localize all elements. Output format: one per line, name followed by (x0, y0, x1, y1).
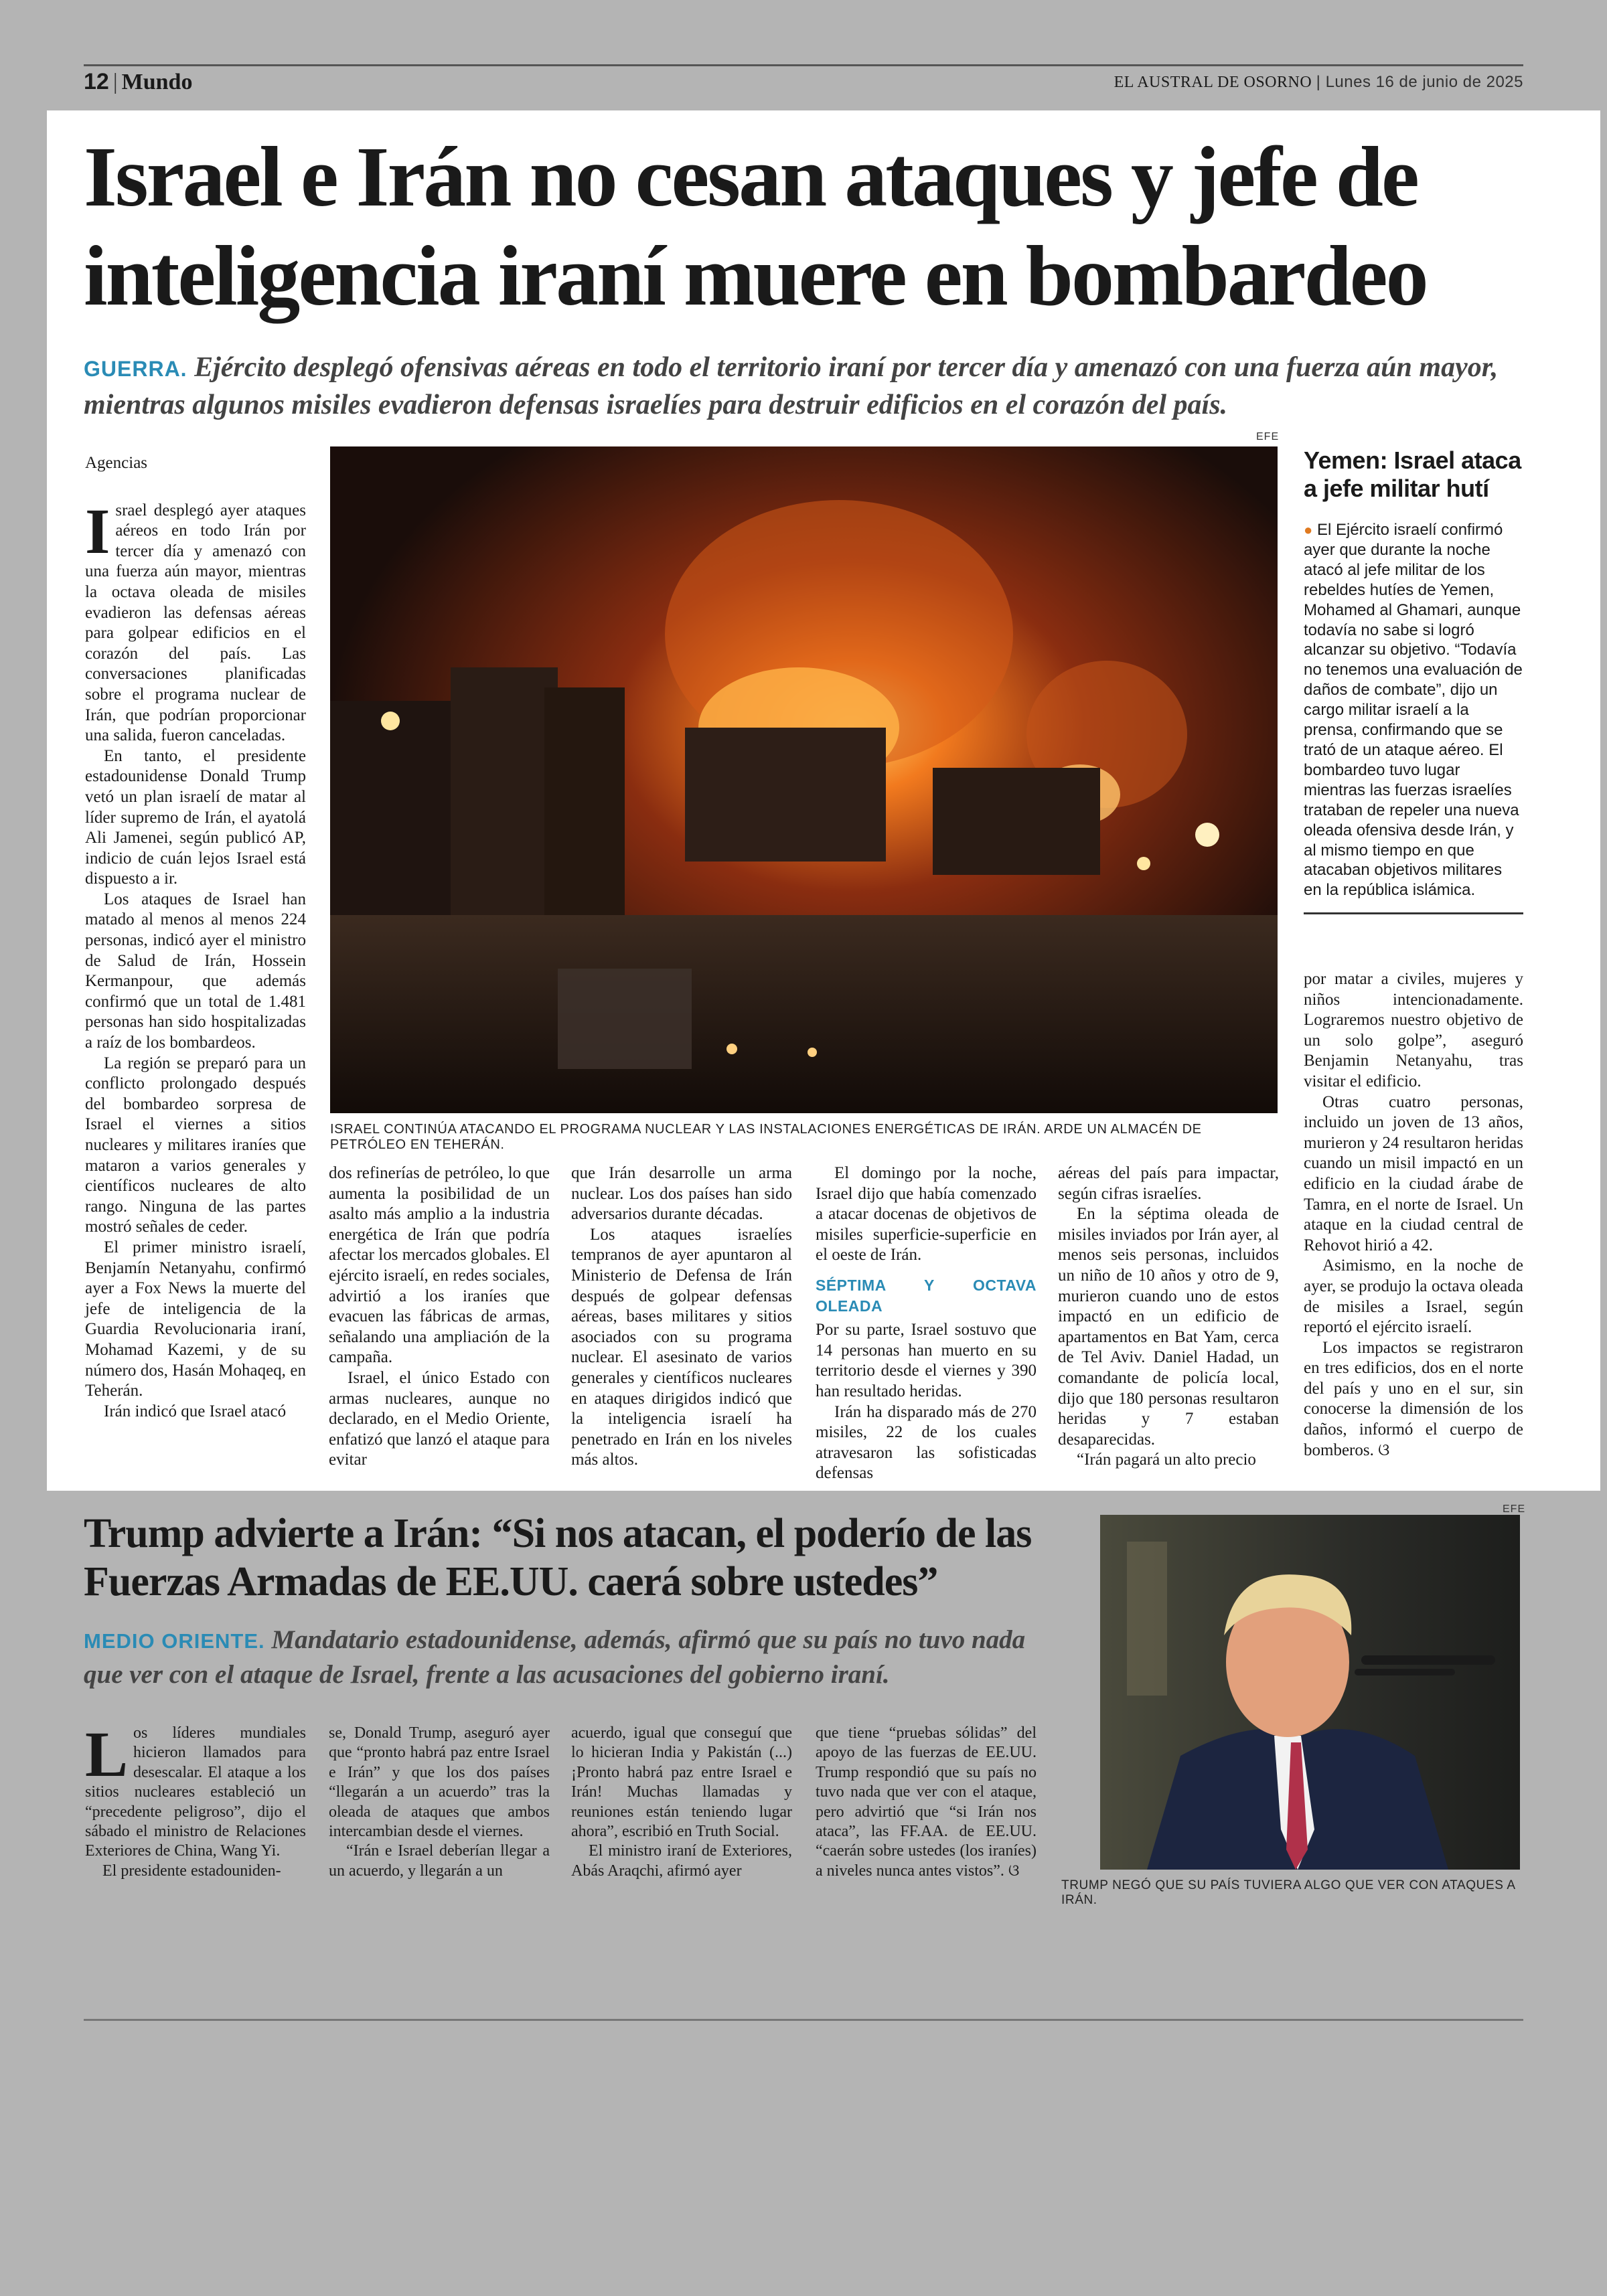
second-column-1 (85, 1718, 306, 1881)
article-column-2 (329, 1163, 550, 1471)
second-column-4 (816, 1724, 1037, 1881)
bottom-rule (84, 2019, 1523, 2021)
second-deck (84, 1623, 1061, 1692)
paragraph: por matar a civiles, mujeres y niños intencionadamente. Lograremos nuestro objetivo de un solo golpe”, aseguró Benjamin Netanyahu, tras visitar el edificio. (1304, 970, 1523, 1090)
main-headline: Israel e Irán no cesan ataques y jefe de inteligencia iraní muere en bombardeo (84, 129, 1427, 323)
paragraph: Los impactos se registraron en tres edificios, dos en el norte del país y uno en el sur, sin conocerse la dimensión de los daños, informó el cuerpo de bomberos. ଓ (1304, 1338, 1523, 1459)
paragraph: Por su parte, Israel sostuvo que 14 personas han muerto en su territorio desde el viernes y 390 han resultado heridas. (816, 1321, 1037, 1400)
photo-caption: TRUMP NEGÓ QUE SU PAÍS TUVIERA ALGO QUE VER CON ATAQUES A IRÁN. (1061, 1878, 1515, 1907)
article-column-5 (1058, 1163, 1279, 1471)
paragraph: El domingo por la noche, Israel dijo que había comenzado a atacar docenas de objetivos de misiles superficie-superficie en el oeste de Irán. (816, 1164, 1037, 1264)
dropcap: L (85, 1718, 129, 1790)
paragraph: acuerdo, igual que conseguí que lo hicieran India y Pakistán (...) ¡Pronto habrá paz entre Israel e Irán! Muchas llamadas y reuniones están teniendo lugar ahora”, escribió en Truth Social. (571, 1724, 792, 1841)
sidebar-box (1304, 446, 1523, 914)
tehran-fire-photo (330, 446, 1278, 1113)
article-column-1 (85, 453, 306, 1422)
page-number: 12 (84, 69, 109, 94)
second-column-3 (571, 1724, 792, 1881)
paragraph: Otras cuatro personas, incluido un joven de 13 años, murieron y 24 resultaron heridas cuando un misil impactó en un edificio en la ciudad árabe de Tamra, en el norte de Israel. Un ataque en la ciudad central de Rehovot hirió a 42. (1304, 1092, 1523, 1254)
fire-night-illustration (330, 446, 1278, 1113)
paragraph: “Irán e Israel deberían llegar a un acuerdo, y llegarán a un (329, 1842, 550, 1880)
masthead-line: EL AUSTRAL DE OSORNO | Lunes 16 de junio de 2025 (1114, 73, 1523, 91)
paragraph: Israel desplegó ayer ataques aéreos en todo Irán por tercer día y amenazó con una fuerza aún mayor, mientras la octava oleada de misiles evadieron las defensas aéreas para golpear edificios en el corazón del país. Las conversaciones planificadas sobre el programa nuclear de Irán, que podrían proporcionar una salida, fueron canceladas. (85, 495, 306, 745)
page-header (84, 64, 1523, 98)
paragraph: se, Donald Trump, aseguró ayer que “pronto habrá paz entre Israel e Irán” y que los dos países “llegarán a un acuerdo” tras la oleada de ataques que ambos intercambian desde el viernes. (329, 1724, 550, 1841)
section-name: Mundo (121, 70, 193, 94)
deck-text: Ejército desplegó ofensivas aéreas en todo el territorio iraní por tercer día y amenazó con una fuerza aún mayor, mientras algunos misiles evadieron defensas israelíes para destruir edificios en el corazón del país. (84, 352, 1499, 420)
main-deck (84, 349, 1523, 423)
end-mark-icon: ଓ (1378, 1441, 1390, 1459)
article-column-3 (571, 1163, 792, 1471)
paragraph: aéreas del país para impactar, según cifras israelíes. (1058, 1164, 1279, 1203)
paper-name: EL AUSTRAL DE OSORNO (1114, 74, 1312, 91)
photo-caption: ISRAEL CONTINÚA ATACANDO EL PROGRAMA NUCLEAR Y LAS INSTALACIONES ENERGÉTICAS DE IRÁN. ARDE UN ALMACÉN DE PETRÓLEO EN TEHERÁN. (330, 1122, 1202, 1152)
paragraph: que Irán desarrolle un arma nuclear. Los dos países han sido adversarios durante décadas. (571, 1164, 792, 1224)
paragraph: El primer ministro israelí, Benjamín Netanyahu, confirmó ayer a Fox News la muerte del jefe de inteligencia de la Guardia Revolucionaria iraní, Mohamad Kazemi, y de su número dos, Hasán Mohaqeq, en Teherán. (85, 1238, 306, 1400)
bullet-icon: ● (1304, 521, 1313, 538)
issue-date: Lunes 16 de junio de 2025 (1325, 73, 1523, 91)
article-column-6 (1304, 969, 1523, 1461)
speaker-illustration (1100, 1515, 1520, 1870)
deck-tag: GUERRA. (84, 357, 187, 381)
paragraph: dos refinerías de petróleo, lo que aumenta la posibilidad de un asalto más amplio a la industria energética de Irán que podría afectar los mercados globales. El ejército israelí, en redes sociales, advirtió a los iraníes que evacuen las fábricas de armas, señalando una ampliación de la campaña. (329, 1164, 550, 1367)
deck-text: Mandatario estadounidense, además, afirmó que su país no tuvo nada que ver con el ataque de Israel, frente a las acusaciones del gobierno iraní. (84, 1625, 1026, 1689)
trump-photo (1100, 1515, 1520, 1870)
sidebar-body: ● El Ejército israelí confirmó ayer que durante la noche atacó al jefe militar de los rebeldes hutíes de Yemen, Mohamed al Ghamari, aunque todavía no sabe si logró alcanzar su objetivo. “Todavía no tenemos una evaluación de daños de combate”, dijo un cargo militar israelí a la prensa, confirmando que se trató de un ataque aéreo. El bombardeo tuvo lugar mientras las fuerzas israelíes trataban de repeler una nueva oleada ofensiva desde Irán, y al mismo tiempo en que atacaban objetivos militares en la república islámica. (1304, 520, 1523, 914)
sidebar-title: Yemen: Israel ataca a jefe militar hutí (1304, 446, 1521, 502)
paragraph: Irán ha disparado más de 270 misiles, 22 de los cuales atravesaron las sofisticadas defensas (816, 1402, 1037, 1483)
paragraph: El presidente estadouniden- (102, 1862, 281, 1880)
paragraph: La región se preparó para un conflicto prolongado después del bombardeo sorpresa de Israel el viernes a sitios nucleares y militares iraníes que mataron a varios generales y científicos nucleares de alto rango. Ninguna de las partes mostró señales de ceder. (85, 1054, 306, 1236)
end-mark-icon: ଓ (1008, 1862, 1020, 1880)
dropcap: I (85, 495, 110, 567)
paragraph: Asimismo, en la noche de ayer, se produjo la octava oleada de misiles a Israel, según reportó el ejército israelí. (1304, 1256, 1523, 1337)
paragraph: Los líderes mundiales hicieron llamados para desescalar. El ataque a los sitios nucleares estableció un “precedente peligroso”, dijo el sábado el ministro de Relaciones Exteriores de China, Wang Yi. (85, 1718, 306, 1860)
photo-credit: EFE (1503, 1503, 1526, 1515)
article-column-4 (816, 1163, 1037, 1484)
paragraph: El ministro iraní de Exteriores, Abás Araqchi, afirmó ayer (571, 1842, 792, 1880)
paragraph: “Irán pagará un alto precio (1077, 1451, 1256, 1469)
subhead: SÉPTIMA Y OCTAVA OLEADA (816, 1276, 1037, 1315)
paragraph: Los ataques de Israel han matado al menos al menos 224 personas, indicó ayer el ministro de Salud de Irán, Hossein Kermanpour, que además confirmó que un total de 1.481 personas han sido hospitalizadas a raíz de los bombardeos. (85, 890, 306, 1052)
paragraph: Irán indicó que Israel atacó (104, 1402, 287, 1420)
paragraph: Israel, el único Estado con armas nucleares, aunque no declarado, en el Medio Oriente, enfatizó que lanzó el ataque para evitar (329, 1368, 550, 1469)
paragraph: Los ataques israelíes tempranos de ayer apuntaron al Ministerio de Defensa de Irán después de golpear defensas aéreas, bases militares y sitios asociados con su programa nuclear. El asesinato de varios generales y científicos nucleares en ataques dirigidos indicó que la inteligencia israelí ha penetrado en Irán en los niveles más altos. (571, 1225, 792, 1469)
byline: Agencias (85, 454, 148, 472)
second-headline: Trump advierte a Irán: “Si nos atacan, el poderío de las Fuerzas Armadas de EE.UU. caerá sobre ustedes” (84, 1511, 1032, 1605)
deck-tag: MEDIO ORIENTE. (84, 1629, 265, 1653)
second-column-2 (329, 1724, 550, 1881)
paragraph: que tiene “pruebas sólidas” del apoyo de las fuerzas de EE.UU. Trump respondió que su país no tuvo nada que ver con el ataque, pero advirtió que “si Irán nos ataca”, las FF.AA. de EE.UU. “caerán sobre ustedes (los iraníes) a niveles nunca antes vistos”. ଓ (816, 1724, 1037, 1880)
paragraph: En tanto, el presidente estadounidense Donald Trump vetó un plan israelí de matar al líder supremo de Irán, el ayatolá Ali Jamenei, según publicó AP, indicio de cuán lejos Israel está dispuesto a ir. (85, 746, 306, 888)
page-section: 12 | Mundo (84, 69, 193, 94)
paragraph: En la séptima oleada de misiles inviados por Irán ayer, al menos seis personas, incluidos un niño de 10 años y otro de 9, murieron cuando uno de estos impactó en un edificio de apartamentos en Bat Yam, cerca de Tel Aviv. Daniel Hadad, un comandante de policía local, dijo que 180 personas resultaron heridas y 7 estaban desaparecidas. (1058, 1205, 1279, 1449)
photo-credit: EFE (1256, 431, 1280, 442)
